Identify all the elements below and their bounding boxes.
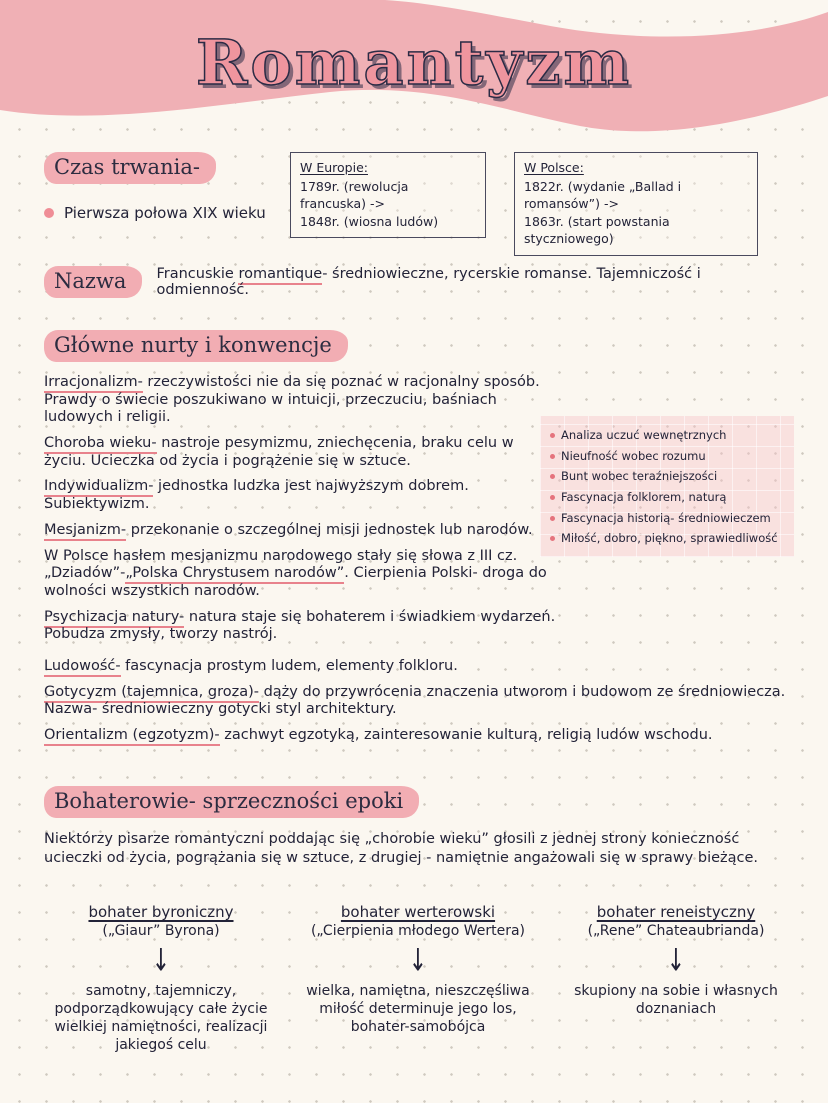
nurt-term: Gotycyzm (tajemnica, groza)-: [44, 684, 259, 703]
page-title: Romantyzm: [195, 26, 633, 99]
side-item-text: Nieufność wobec rozumu: [561, 448, 706, 463]
side-list-item: [550, 508, 784, 529]
side-list-item: [550, 487, 784, 508]
nazwa-post: - średniowieczne, rycerskie romanse. Tajemniczość i odmienność.: [156, 266, 701, 298]
nurt-term: Psychizacja natury-: [44, 609, 184, 628]
section-nazwa: [44, 266, 792, 298]
features-sidebox: [540, 416, 794, 557]
nurt-text: nastroje pesymizmu, zniechęcenia, braku celu w życiu. Ucieczka od życia i pogrążenie się w sztuce.: [44, 435, 514, 469]
nurt-mesjanizm: [44, 522, 558, 540]
nurt-ludowosc: [44, 658, 798, 676]
bullet-icon: [550, 474, 555, 479]
nurt-term: Ludowość-: [44, 658, 121, 677]
section-nurty: [44, 330, 798, 753]
nurt-post: . Cierpienia Polski- droga do wolności wszystkich narodów.: [44, 565, 547, 599]
europe-box-line1: 1789r. (rewolucja francuska) ->: [300, 178, 409, 211]
side-item-text: Miłość, dobro, piękno, sprawiedliwość: [561, 531, 778, 546]
nurt-indywidualizm: [44, 478, 558, 513]
side-item-text: Fascynacja folklorem, naturą: [561, 490, 727, 505]
column-subtitle: („Rene” Chateaubrianda): [587, 922, 765, 939]
bullet-icon: [550, 433, 555, 438]
nurt-text: natura staje się bohaterem i świadkiem wydarzeń. Pobudza zmysły, tworzy nastrój.: [44, 608, 556, 643]
side-list-item: [550, 446, 784, 467]
czas-bullet-item: [44, 204, 290, 222]
nurt-irracjonalizm: [44, 374, 558, 427]
bullet-icon: [550, 536, 555, 541]
down-arrow-icon: ↓: [408, 943, 428, 979]
nurt-pre: W Polsce hasłem mesjanizmu narodowego stały się słowa z III cz. „Dziadów”-: [44, 547, 518, 582]
side-list-item: [550, 466, 784, 487]
column-subtitle: („Cierpienia młodego Wertera): [310, 922, 526, 939]
nurt-text: dąży do przywrócenia znaczenia utworom i budowom ze średniowiecza. Nazwa- średniowieczny gotycki styl architektury.: [44, 683, 786, 718]
column-title: bohater byroniczny: [88, 902, 234, 921]
column-description: wielka, namiętna, nieszczęśliwa miłość determinuje jego los, bohater-samobójca: [306, 982, 530, 1036]
nazwa-underlined: romantique: [238, 266, 322, 285]
column-bohater-werterowski: [295, 902, 541, 1055]
section-bohaterowie: [44, 786, 794, 1054]
nazwa-text: [156, 266, 792, 298]
poland-box-title: W Polsce:: [524, 160, 584, 175]
europe-box: [290, 152, 486, 238]
column-title: bohater werterowski: [340, 902, 496, 921]
down-arrow-icon: ↓: [666, 943, 686, 979]
nurt-orientalizm: [44, 727, 798, 745]
side-item-text: Bunt wobec teraźniejszości: [561, 469, 718, 484]
europe-box-line2: 1848r. (wiosna ludów): [300, 213, 439, 229]
nurt-text: rzeczywistości nie da się poznać w racjonalny sposób. Prawdy o świecie poszukiwano w intuicji, przeczuciu, baśniach ludowych i religii.: [44, 374, 540, 426]
czas-left-column: [44, 152, 290, 222]
nurt-mesjanizm-polska: [44, 548, 558, 601]
bohaterowie-intro: Niektórzy pisarze romantyczni poddając się „chorobie wieku” głosili z jednej strony konieczność ucieczki od życia, pogrążania się w sztuce, z drugiej - namiętnie angażowali się w sprawy bieżące.: [44, 831, 759, 866]
nurt-text: jednostka ludzka jest najwyższym dobrem. Subiektywizm.: [44, 478, 469, 513]
nazwa-pre: Francuskie: [156, 266, 239, 282]
nurt-gotycyzm: [44, 684, 798, 719]
nurt-text: fascynacja prostym ludem, elementy folkloru.: [120, 657, 458, 674]
bullet-icon: [550, 516, 555, 521]
nurt-term: Mesjanizm-: [44, 522, 126, 541]
bohaterowie-columns: [44, 902, 794, 1055]
bullet-icon: [550, 454, 555, 459]
poland-box-line2: 1863r. (start powstania styczniowego): [524, 213, 670, 246]
column-bohater-byroniczny: [52, 902, 270, 1055]
side-item-text: Fascynacja historią- średniowieczem: [561, 510, 771, 525]
side-item-text: Analiza uczuć wewnętrznych: [561, 428, 727, 442]
poland-box: [514, 152, 758, 256]
nurt-term: Indywidualizm-: [44, 478, 153, 497]
section-czas-trwania: [44, 152, 792, 256]
side-list-item: [550, 528, 784, 549]
nurt-term: Choroba wieku-: [44, 435, 157, 454]
side-list-item: [550, 425, 784, 446]
nurt-text: przekonanie o szczególnej misji jednostek lub narodów.: [126, 521, 533, 538]
heading-nazwa: Nazwa: [44, 266, 142, 298]
heading-bohaterowie: Bohaterowie- sprzeczności epoki: [44, 786, 419, 818]
column-subtitle: („Giaur” Byrona): [102, 922, 220, 939]
column-bohater-reneistyczny: [566, 902, 786, 1055]
czas-bullet-text: Pierwsza połowa XIX wieku: [64, 204, 266, 222]
heading-nurty: Główne nurty i konwencje: [44, 330, 348, 362]
europe-box-title: W Europie:: [300, 160, 368, 175]
column-description: samotny, tajemniczy, podporządkowujący całe życie wielkiej namiętności, realizacji jakiegoś celu: [54, 982, 268, 1054]
column-title: bohater reneistyczny: [596, 902, 756, 921]
nurt-term: Irracjonalizm-: [44, 374, 143, 393]
nurt-text: zachwyt egzotyką, zainteresowanie kulturą, religią ludów wschodu.: [219, 727, 713, 743]
down-arrow-icon: ↓: [151, 943, 171, 979]
poland-box-line1: 1822r. (wydanie „Ballad i romansów”) ->: [524, 178, 682, 211]
nurt-psychizacja: [44, 609, 558, 644]
heading-czas-trwania: Czas trwania-: [44, 152, 216, 184]
bullet-icon: [44, 208, 54, 218]
column-description: skupiony na sobie i własnych doznaniach: [574, 982, 778, 1017]
nurt-term: Orientalizm (egzotyzm)-: [44, 727, 220, 746]
bullet-icon: [550, 495, 555, 500]
nurt-underlined: „Polska Chrystusem narodów”: [125, 565, 344, 584]
nurt-choroba-wieku: [44, 435, 558, 470]
